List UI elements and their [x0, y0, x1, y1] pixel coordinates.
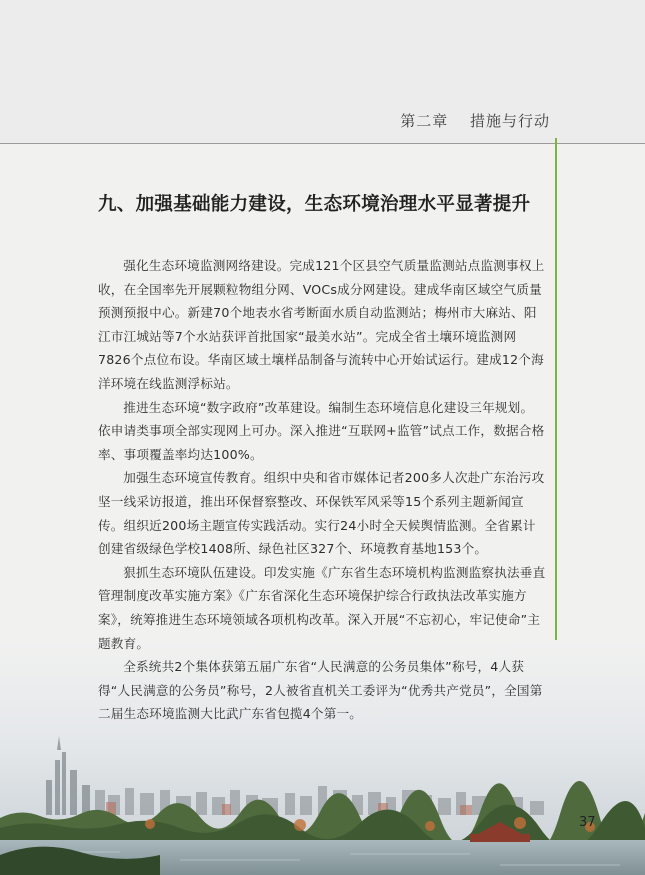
page-number: 37 — [579, 815, 596, 830]
paragraph-honors: 全系统共2个集体获第五届广东省“人民满意的公务员集体”称号，4人获得“人民满意的公务员”称号，2人被省直机关工委评为“优秀共产党员”，全国第二届生态环境监测大比武广东省包揽4个第一。 — [98, 659, 543, 722]
header-divider — [0, 143, 645, 144]
page-header — [0, 0, 645, 144]
chapter-title: 措施与行动 — [469, 112, 550, 130]
main-content — [98, 190, 546, 726]
body-text — [98, 254, 546, 726]
chapter-label: 第二章 — [400, 112, 449, 130]
paragraph-team-building: 狠抓生态环境队伍建设。印发实施《广东省生态环境机构监测监察执法垂直管理制度改革实施方案》《广东省深化生态环境保护综合行政执法改革实施方案》，统筹推进生态环境领域各项机构改革。深入开展“不忘初心，牢记使命”主题教育。 — [98, 564, 546, 651]
paragraph-digital-government: 推进生态环境“数字政府”改革建设。编制生态环境信息化建设三年规划。依申请类事项全部实现网上可办。深入推进“互联网+监管”试点工作，数据合格率、事项覆盖率均达100%。 — [98, 399, 545, 462]
section-title: 九、加强基础能力建设，生态环境治理水平显著提升 — [98, 194, 531, 215]
paragraph-publicity-education: 加强生态环境宣传教育。组织中央和省市媒体记者200多人次赴广东治污攻坚一线采访报道，推出环保督察整改、环保铁军风采等15个系列主题新闻宣传。组织近200场主题宣传实践活动。实行24小时全天候舆情监测。全省累计创建省级绿色学校1408所、绿色社区327个、环境教育基地153个。 — [98, 470, 545, 557]
chapter-heading — [400, 110, 550, 131]
paragraph-monitoring-network: 强化生态环境监测网络建设。完成121个区县空气质量监测站点监测事权上收，在全国率先开展颗粒物组分网、VOCs成分网建设。建成华南区域空气质量预测预报中心。新建70个地表水省考断面水质自动监测站；梅州市大麻站、阳江市江城站等7个水站获评首批国家“最美水站”。完成全省土壤环境监测网7826个点位布设。华南区域土壤样品制备与流转中心开始试运行。建成12个海洋环境在线监测浮标站。 — [98, 258, 545, 391]
